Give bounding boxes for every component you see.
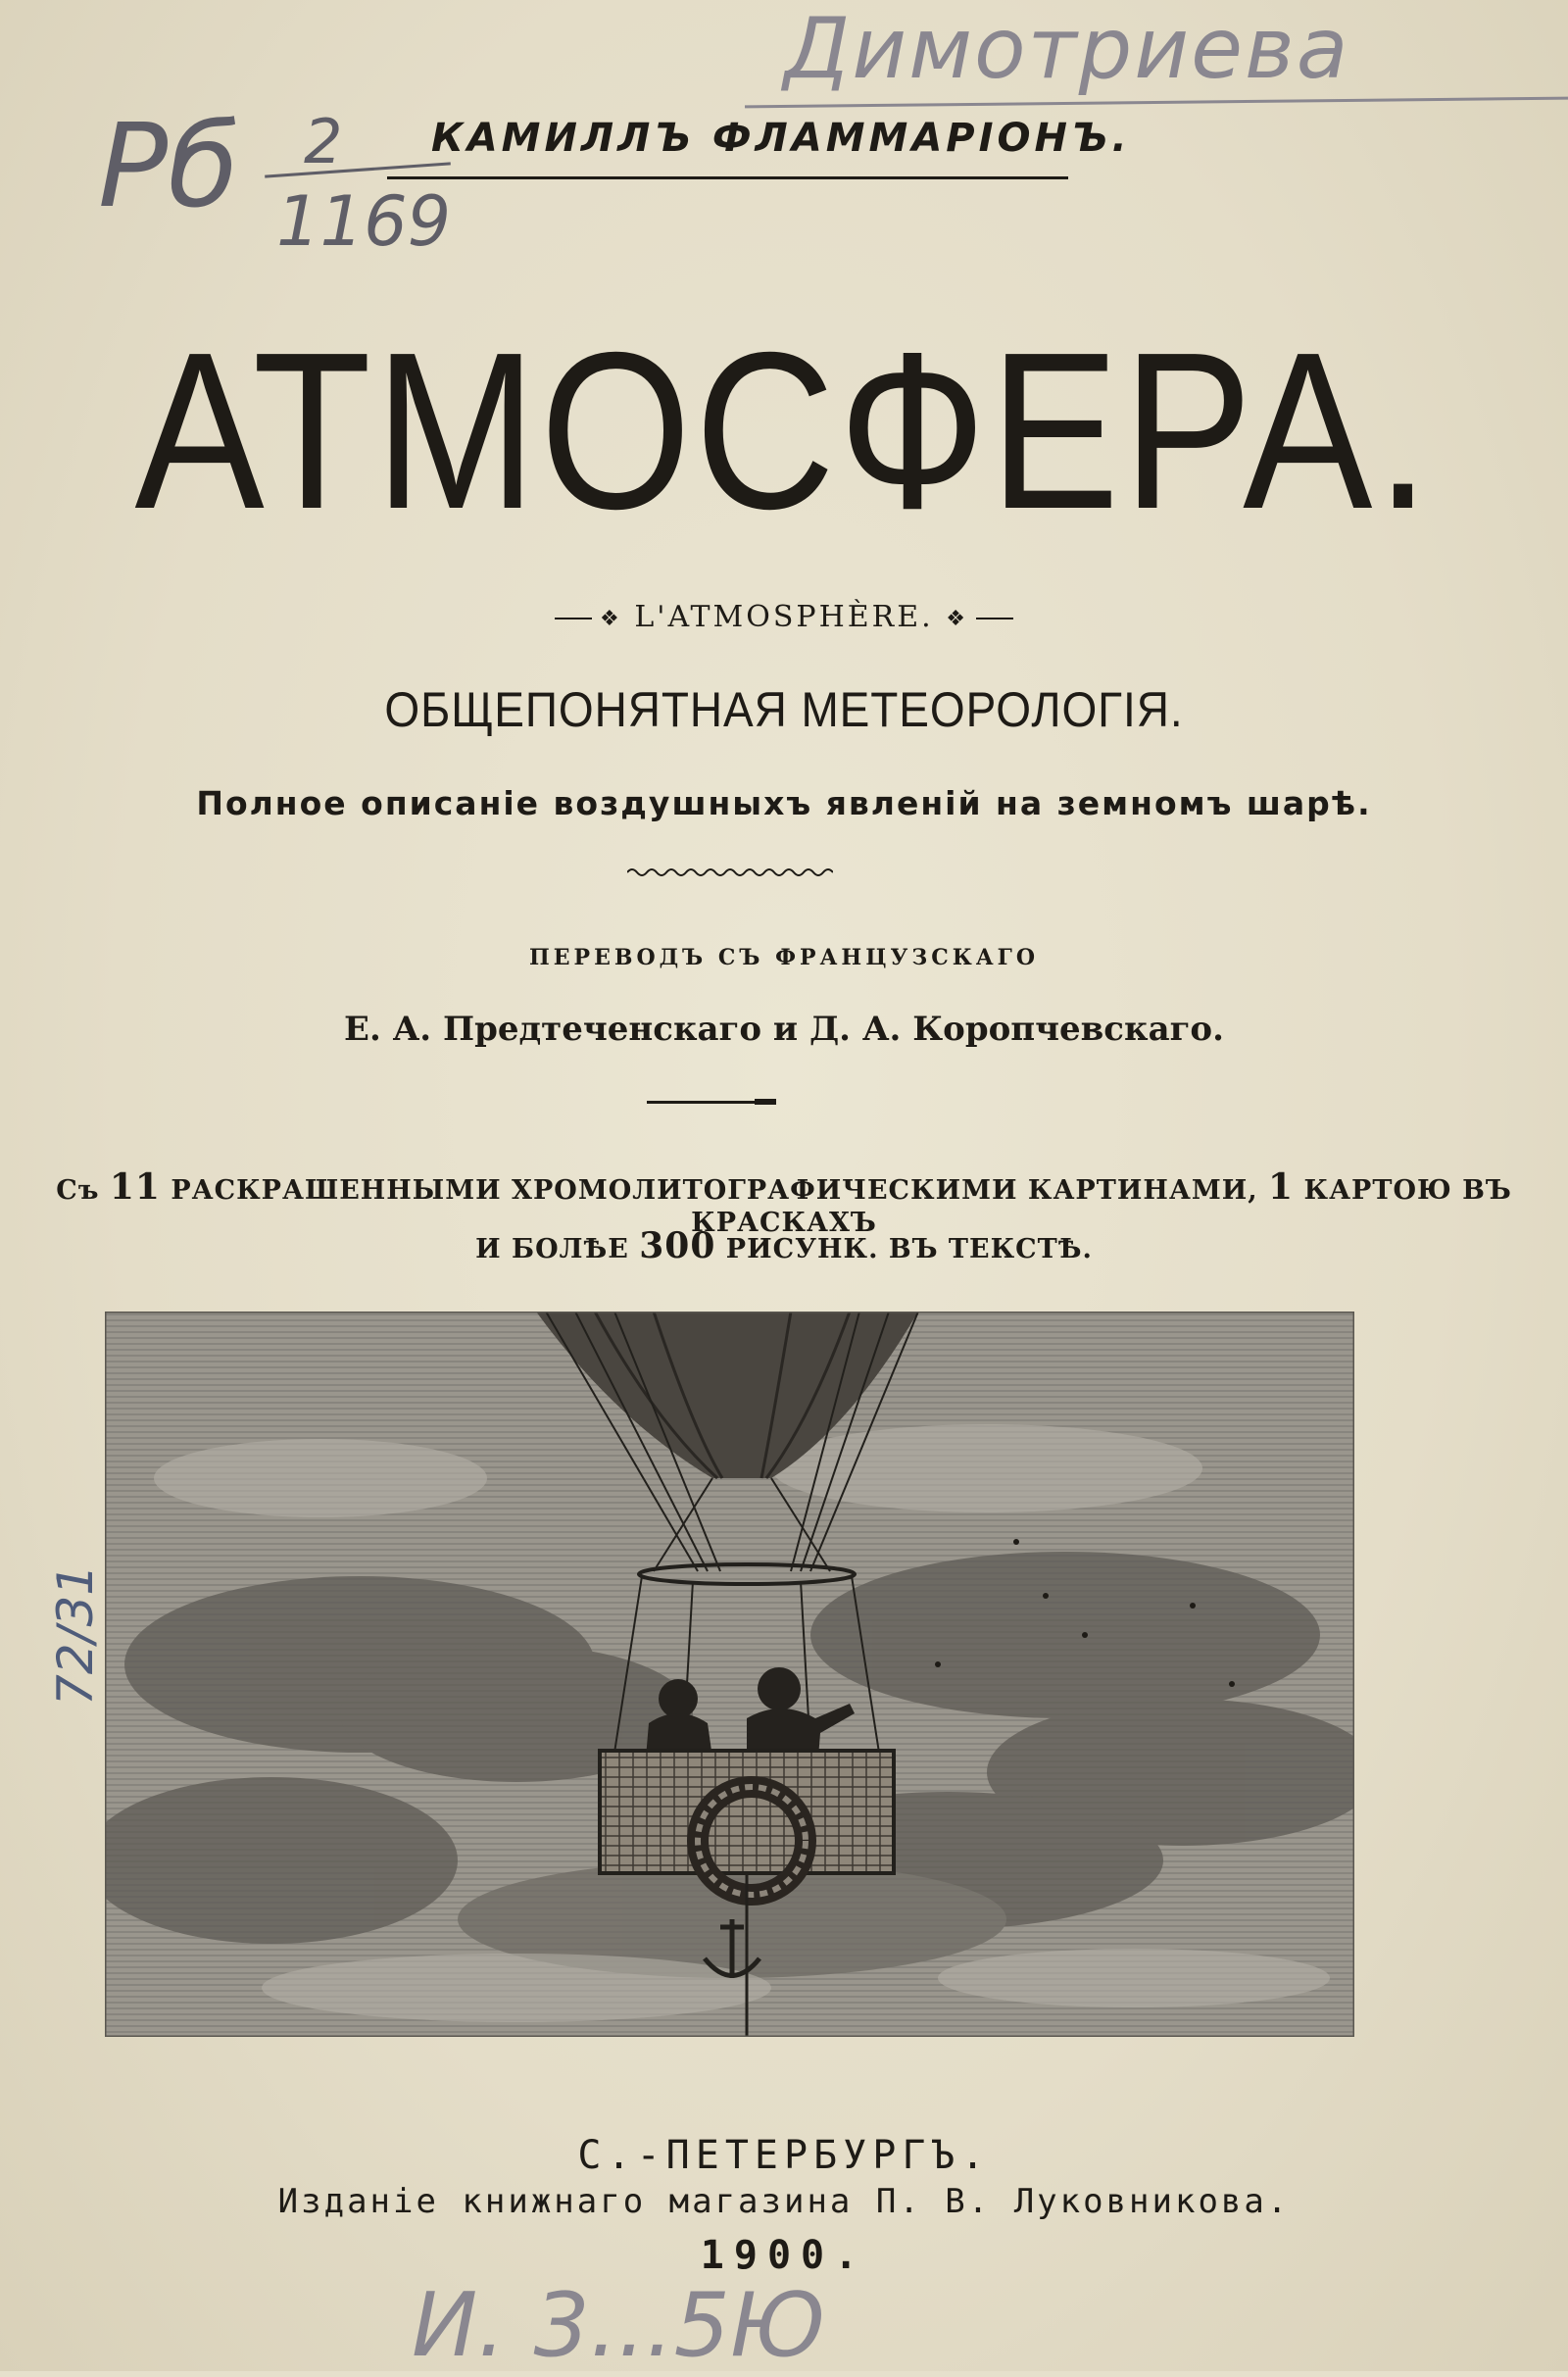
- imprint-city: С.-ПЕТЕРБУРГЪ.: [577, 2133, 991, 2178]
- illustrations-line-2: [0, 1225, 1568, 1266]
- balloon-engraving: [105, 1312, 1354, 2037]
- illus-text: РИСУНК. ВЪ ТЕКСТѢ.: [715, 1234, 1093, 1264]
- original-title-row: [0, 600, 1568, 634]
- figure-count: 300: [639, 1225, 716, 1266]
- shelf-mark-prefix: Рб: [98, 98, 239, 233]
- illus-text: Съ: [56, 1175, 110, 1206]
- book-title: АТМОСФЕРА.: [134, 307, 1434, 556]
- author-name: КАМИЛЛЪ ФЛАММАРІОНЪ.: [431, 116, 1131, 161]
- handwritten-signature: Димотриева: [784, 0, 1350, 98]
- original-title: L'ATMOSPHÈRE.: [634, 600, 934, 634]
- description: Полное описаніе воздушныхъ явленій на земномъ шарѣ.: [196, 784, 1372, 822]
- left-dash: [555, 618, 592, 619]
- translation-label: ПЕРЕВОДЪ СЪ ФРАНЦУЗСКАГО: [529, 945, 1039, 970]
- inventory-mark-bottom: И. 3...5Ю: [412, 2274, 826, 2377]
- map-count: 1: [1268, 1166, 1295, 1208]
- ornament-icon: ❖: [946, 606, 968, 631]
- translators: Е. А. Предтеченскаго и Д. А. Коропчевскаго.: [344, 1010, 1224, 1049]
- illus-text: РАСКРАШЕННЫМИ ХРОМОЛИТОГРАФИЧЕСКИМИ КАРТИНАМИ,: [160, 1175, 1269, 1206]
- subtitle: ОБЩЕПОНЯТНАЯ МЕТЕОРОЛОГІЯ.: [384, 682, 1184, 737]
- wavy-rule: [627, 866, 833, 879]
- illus-count: 11: [109, 1166, 161, 1208]
- separator-rule-thick: [755, 1099, 776, 1105]
- separator-rule: [647, 1101, 755, 1104]
- ornament-icon: ❖: [600, 606, 622, 631]
- shelf-mark-bottom: 1169: [276, 181, 452, 262]
- shelf-mark-top: 2: [304, 106, 343, 177]
- imprint-publisher: Изданіе книжнаго магазина П. В. Луковникова.: [277, 2182, 1291, 2221]
- author-underline: [387, 176, 1068, 179]
- illus-text: И БОЛѢЕ: [475, 1234, 640, 1264]
- right-dash: [976, 618, 1013, 619]
- balloon-basket: [600, 1751, 894, 1873]
- illus-text: КАРТОЮ ВЪ КРАСКАХЪ: [691, 1175, 1512, 1238]
- imprint-year: 1900.: [700, 2233, 868, 2278]
- signature-underline: [745, 97, 1568, 109]
- inventory-mark-side: 72/31: [47, 1563, 104, 1706]
